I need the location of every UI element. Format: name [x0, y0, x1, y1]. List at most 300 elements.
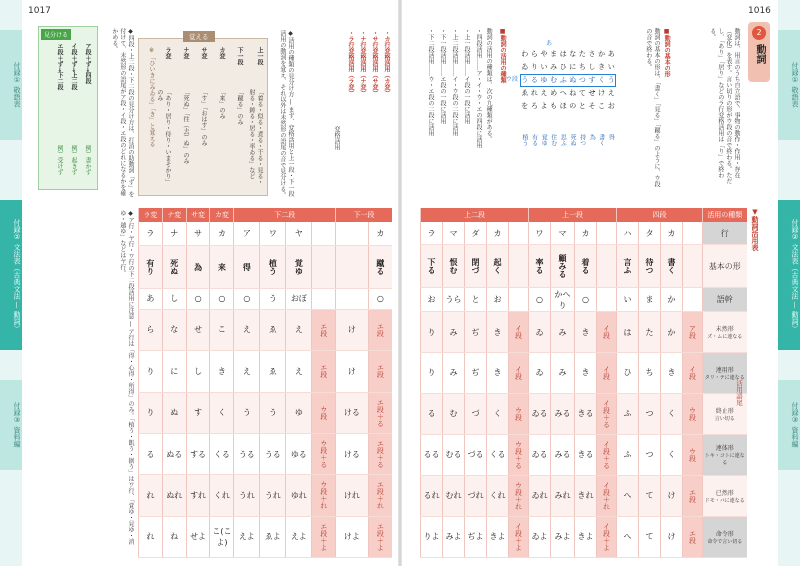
- left-form-cell: うれ: [234, 475, 260, 516]
- right-form-cell: つ: [639, 393, 661, 434]
- right-verb-cell: 恨む: [443, 245, 465, 288]
- right-form-cell: ぢ: [465, 312, 487, 353]
- right-dan-label: イ段: [509, 353, 529, 394]
- right-stem-cell: お: [421, 288, 443, 312]
- kana-cell: け: [598, 89, 606, 97]
- kana-cell: さ: [588, 50, 596, 58]
- kana-cell: ひ: [559, 63, 567, 71]
- left-dan-label: ウ段＋れ: [312, 475, 336, 516]
- left-form-cell: し: [186, 351, 210, 392]
- kana-cell: そ: [588, 102, 596, 110]
- right-form-cell: ふ: [617, 393, 639, 434]
- kana-cell: ら: [530, 50, 538, 58]
- right-tab-appendix-3[interactable]: 付録③ 資料編: [778, 380, 800, 470]
- right-stem-cell: うら: [443, 288, 465, 312]
- kana-cell: せ: [588, 89, 596, 97]
- right-dan-label: ウ段: [509, 393, 529, 434]
- form-note: 命令で言い切る: [707, 538, 743, 545]
- verb-kind-item: ・上一段活用……イ段の一段に活用: [463, 28, 470, 124]
- kana-cell: も: [550, 102, 558, 110]
- right-form-cell: きよ: [487, 516, 509, 557]
- left-header-shimo-ichidan: 下一段: [336, 208, 392, 222]
- kana-cell: れ: [530, 89, 538, 97]
- form-note: トキ・コトに連なる: [704, 453, 745, 467]
- right-form-cell: け: [661, 516, 683, 557]
- right-header-kami-nidan: 上二段: [421, 208, 529, 222]
- left-page-number: 1017: [28, 6, 51, 16]
- right-dan-label: イ段＋る: [597, 393, 617, 434]
- left-verb-cell: 覚ゆ: [286, 245, 312, 288]
- right-form-cell: き: [575, 353, 597, 394]
- kana-cell: む: [550, 76, 558, 84]
- left-form-cell: えよ: [234, 516, 260, 557]
- right-dan-label: イ段＋よ: [509, 516, 529, 557]
- right-gyo-cell: ダ: [465, 222, 487, 245]
- verb-kind-item: ・四段活用……ア・イ・ウ・エの四段に活用: [475, 28, 482, 148]
- right-form-cell: へ: [617, 475, 639, 516]
- distinguish-example-3: 例）受けず: [56, 145, 63, 175]
- book-gutter: [398, 0, 402, 566]
- grid-verb-example: 覚ゆ: [540, 134, 548, 146]
- verb-kinds-text: 動詞の活用の種類は、次の九種類がある。: [485, 28, 493, 142]
- right-gyo-cell: カ: [487, 222, 509, 245]
- left-verb-cell: 来: [210, 245, 234, 288]
- kana-cell: ち: [578, 63, 586, 71]
- left-form-cell: り: [139, 351, 163, 392]
- right-tab-appendix-2[interactable]: 付録② 文法表（古典文法 — 動詞）: [778, 200, 800, 350]
- left-header-saben: サ変: [186, 208, 210, 222]
- grid-verb-example: 書く: [597, 134, 605, 146]
- form-name: 終止形: [715, 407, 734, 415]
- left-form-cell: けよ: [336, 516, 369, 557]
- kana-cell: く: [598, 76, 606, 84]
- kana-cell: み: [550, 63, 558, 71]
- memorize-box-title: 覚える: [183, 31, 215, 42]
- conjugation-table-title: ▼動詞活用表: [751, 208, 759, 251]
- left-form-cell: れ: [139, 475, 163, 516]
- right-form-name: [703, 475, 747, 516]
- left-conjugation-table: [138, 208, 392, 558]
- right-form-cell: ゐ: [529, 312, 551, 353]
- left-side-tab-strip: [0, 0, 22, 566]
- grid-verb-example: 為: [588, 134, 596, 140]
- kana-cell: る: [530, 76, 538, 84]
- right-form-cell: るれ: [421, 475, 443, 516]
- kana-cell: た: [578, 50, 586, 58]
- memorize-desc-2: 「蹴る」のみ: [236, 89, 243, 125]
- right-form-cell: きる: [575, 393, 597, 434]
- form-note: タリ・テに連なる: [704, 374, 745, 381]
- left-form-cell: けれ: [336, 475, 369, 516]
- left-form-cell: ゑ: [260, 309, 286, 350]
- right-dan-label: イ段: [597, 312, 617, 353]
- right-row-header-gyo: 行: [703, 222, 747, 245]
- left-form-cell: ぬ: [162, 392, 186, 433]
- kana-cell: ゆ: [540, 76, 548, 84]
- grid-verb-example: 有る: [530, 134, 538, 146]
- grid-verb-example: 住む: [549, 134, 557, 146]
- left-form-cell: こ: [210, 309, 234, 350]
- memorize-desc-4: 「す」「おはす」のみ: [200, 89, 207, 146]
- right-dan-label: イ段: [597, 353, 617, 394]
- left-form-cell: な: [162, 309, 186, 350]
- right-form-cell: き: [575, 312, 597, 353]
- kana-grid: [506, 38, 616, 198]
- left-dan-label: エ段＋る: [368, 433, 392, 474]
- left-form-cell: る: [139, 433, 163, 474]
- kana-cell: り: [530, 63, 538, 71]
- right-form-name: [703, 516, 747, 557]
- u-row-highlight: [520, 74, 616, 87]
- right-verb-cell: 顧みる: [551, 245, 575, 288]
- right-stem-cell: かへり: [551, 288, 575, 312]
- kana-cell: お: [607, 102, 615, 110]
- left-dan-label: エ段＋る: [368, 392, 392, 433]
- right-form-cell: く: [661, 393, 683, 434]
- form-name: 已然形: [715, 489, 734, 497]
- left-stem-cell: ○: [210, 289, 234, 310]
- right-page-number: 1016: [748, 6, 771, 16]
- right-form-cell: むる: [443, 434, 465, 475]
- kana-cell: ゑ: [521, 89, 529, 97]
- form-note: ドモ・バに連なる: [704, 497, 745, 504]
- kana-cell: よ: [540, 102, 548, 110]
- right-dan-label: ア段: [683, 312, 703, 353]
- left-gyo-cell: カ: [368, 222, 392, 245]
- kana-cell: ほ: [559, 102, 567, 110]
- right-form-cell: て: [639, 516, 661, 557]
- right-form-cell: み: [551, 353, 575, 394]
- right-header-kind: 活用の種類: [703, 208, 747, 222]
- kana-cell: ふ: [559, 76, 567, 84]
- right-stem-cell: ま: [639, 288, 661, 312]
- left-verb-cell: 死ぬ: [162, 245, 186, 288]
- memorize-desc-1: 「着る・似る・煮る・干る・見る・射る・鋳る・居る・率ゐる」など: [247, 89, 263, 185]
- verb-basics-text: 動詞の基本の形は、「書く」「見る」「蹴る」のように、ウ段の音で終わる。: [644, 28, 660, 187]
- verb-kind-item: ・下二段活用……ウ・エ段の二段に活用: [427, 28, 434, 136]
- right-gyo-cell: マ: [551, 222, 575, 245]
- right-form-cell: み: [443, 353, 465, 394]
- left-verb-cell: 植う: [260, 245, 286, 288]
- right-form-cell: きる: [575, 434, 597, 475]
- right-header-kami-ichidan: 上一段: [529, 208, 617, 222]
- right-stem-cell: か: [661, 288, 683, 312]
- kana-cell: な: [569, 50, 577, 58]
- verb-basics-title: ■動詞の基本の形: [663, 28, 671, 77]
- kana-cell: え: [540, 89, 548, 97]
- left-form-cell: ゆる: [286, 433, 312, 474]
- left-verb-cell: 蹴る: [368, 245, 392, 288]
- left-form-cell: け: [336, 351, 369, 392]
- kana-cell: の: [569, 102, 577, 110]
- right-tab-appendix-1[interactable]: 付録① 敬語表: [778, 30, 800, 140]
- right-form-cell: ぢ: [465, 353, 487, 394]
- left-form-cell: ら: [139, 309, 163, 350]
- right-form-cell: みよ: [551, 516, 575, 557]
- right-dan-label: イ段＋る: [597, 434, 617, 475]
- kana-cell: て: [578, 89, 586, 97]
- verb-kind-item: ・下一段活用……エ段の一段に活用: [439, 28, 446, 124]
- right-form-cell: る: [421, 393, 443, 434]
- left-form-cell: え: [234, 309, 260, 350]
- memorize-box: [138, 33, 268, 196]
- right-form-cell: ち: [639, 353, 661, 394]
- right-gyo-cell: マ: [443, 222, 465, 245]
- right-form-cell: るる: [421, 434, 443, 475]
- right-form-cell: ひ: [617, 353, 639, 394]
- memorize-desc-3: 「来」のみ: [218, 89, 225, 119]
- left-form-cell: せ: [186, 309, 210, 350]
- left-form-cell: れ: [139, 516, 163, 557]
- right-form-cell: き: [661, 353, 683, 394]
- left-dan-label: ウ段＋る: [312, 433, 336, 474]
- right-side-tab-strip: [778, 0, 800, 566]
- left-verb-cell: 有り: [139, 245, 163, 288]
- right-form-cell: み: [443, 312, 465, 353]
- right-form-cell: き: [487, 353, 509, 394]
- memorize-kind-3: カ変: [218, 47, 225, 59]
- kana-cell: か: [598, 50, 606, 58]
- ending-header: 活用語尾: [735, 380, 743, 406]
- kana-cell: わ: [521, 50, 529, 58]
- right-stem-cell: い: [617, 288, 639, 312]
- right-form-cell: む: [443, 393, 465, 434]
- verb-intro-text: 動詞は、用言のうち自立語で、事物の動作・作用・存在（変化）を表す。言い切りの形がウ段の音で終わる。ただし、「あり」「居り」などのラ行変格活用は「り」で終わる。: [708, 28, 740, 184]
- left-header-kaben: カ変: [210, 208, 234, 222]
- left-dan-label: エ段: [368, 309, 392, 350]
- distinguish-box: [38, 26, 98, 190]
- right-gyo-cell: ハ: [617, 222, 639, 245]
- right-form-cell: た: [639, 312, 661, 353]
- kana-cell: め: [550, 89, 558, 97]
- kana-cell: い: [607, 63, 615, 71]
- right-gyo-cell: カ: [661, 222, 683, 245]
- right-form-cell: むれ: [443, 475, 465, 516]
- left-form-cell: う: [234, 392, 260, 433]
- verb-kind-item: ・上二段活用……イ・ウ段の二段に活用: [451, 28, 458, 136]
- left-tab-appendix-2[interactable]: 付録② 文法表（古典文法 — 動詞）: [0, 200, 22, 350]
- right-verb-cell: 閉づ: [465, 245, 487, 288]
- left-form-cell: うる: [234, 433, 260, 474]
- left-form-cell: うる: [260, 433, 286, 474]
- distinguish-example-2: 例）起きず: [70, 145, 77, 175]
- right-verb-cell: 下る: [421, 245, 443, 288]
- right-form-cell: つ: [639, 434, 661, 475]
- left-form-cell: ぬれ: [162, 475, 186, 516]
- left-dan-label: エ段＋よ: [368, 516, 392, 557]
- kana-cell: あ: [607, 50, 615, 58]
- right-dan-label: イ段＋れ: [597, 475, 617, 516]
- left-form-cell: えよ: [286, 516, 312, 557]
- kana-cell: き: [598, 63, 606, 71]
- kana-cell: ゐ: [521, 63, 529, 71]
- right-form-cell: ゐる: [529, 393, 551, 434]
- left-tab-appendix-1[interactable]: 付録① 敬語表: [0, 30, 22, 140]
- memorize-kind-5: ナ変: [182, 47, 189, 59]
- right-form-cell: づれ: [465, 475, 487, 516]
- left-header-raben: ラ変: [139, 208, 163, 222]
- grid-verb-example: 死ぬ: [569, 134, 576, 146]
- kana-cell: と: [578, 102, 586, 110]
- right-row-header-stem: 語幹: [703, 288, 747, 312]
- distinguish-line-2: イ段＋ず→上二段: [70, 43, 77, 91]
- right-form-name: [703, 312, 747, 353]
- kana-cell: う: [521, 76, 529, 84]
- right-stem-cell: ○: [575, 288, 597, 312]
- grid-verb-example: 植う: [521, 134, 528, 146]
- kana-cell: し: [588, 63, 596, 71]
- right-form-cell: り: [421, 353, 443, 394]
- form-note: ズ・ムに連なる: [707, 334, 743, 340]
- verb-kinds-title: ■動詞の活用の種類: [499, 28, 507, 83]
- left-dan-label: エ段＋れ: [368, 475, 392, 516]
- left-verb-cell: 為: [186, 245, 210, 288]
- left-gyo-cell: カ: [210, 222, 234, 245]
- kana-cell: ぬ: [569, 76, 577, 84]
- right-stem-cell: ○: [529, 288, 551, 312]
- right-form-cell: く: [661, 434, 683, 475]
- kana-cell: つ: [578, 76, 586, 84]
- left-form-cell: り: [139, 392, 163, 433]
- left-header-shimo-nidan: 下二段: [234, 208, 336, 222]
- left-stem-cell: ○: [186, 289, 210, 310]
- right-verb-cell: 起く: [487, 245, 509, 288]
- right-form-cell: り: [421, 312, 443, 353]
- variant-item-3: ・ナ行変格活用（ナ変）: [359, 30, 366, 96]
- right-verb-cell: 言ふ: [617, 245, 639, 288]
- left-form-cell: く: [210, 392, 234, 433]
- right-stem-cell: と: [465, 288, 487, 312]
- distinguish-box-label: 見分ける: [41, 29, 71, 40]
- kana-cell: ま: [550, 50, 558, 58]
- left-stem-cell: あ: [139, 289, 163, 310]
- kana-cell: こ: [598, 102, 606, 110]
- right-verb-cell: 率る: [529, 245, 551, 288]
- left-gyo-cell: ナ: [162, 222, 186, 245]
- right-gyo-cell: カ: [575, 222, 597, 245]
- left-dan-label: ウ段: [312, 392, 336, 433]
- left-form-cell: こ(こよ): [210, 516, 234, 557]
- right-header-yodan: 四段: [617, 208, 703, 222]
- grid-verb-example: 持つ: [578, 134, 586, 146]
- right-form-cell: くれ: [487, 475, 509, 516]
- left-gyo-cell: ラ: [139, 222, 163, 245]
- left-gyo-cell: ワ: [260, 222, 286, 245]
- right-form-cell: りよ: [421, 516, 443, 557]
- left-stem-cell: おぼ: [286, 289, 312, 310]
- left-stem-cell: し: [162, 289, 186, 310]
- right-form-cell: きよ: [575, 516, 597, 557]
- left-form-cell: くれ: [210, 475, 234, 516]
- right-dan-label: エ段: [683, 475, 703, 516]
- memorize-kind-4: サ変: [200, 47, 207, 59]
- right-dan-label: イ段: [683, 353, 703, 394]
- right-verb-cell: 書く: [661, 245, 683, 288]
- right-stem-cell: お: [487, 288, 509, 312]
- right-form-cell: み: [551, 312, 575, 353]
- right-form-cell: く: [487, 393, 509, 434]
- right-form-name: [703, 434, 747, 475]
- right-form-cell: づる: [465, 434, 487, 475]
- memorize-kind-1: 上一段: [256, 47, 263, 65]
- right-form-cell: ゐよ: [529, 516, 551, 557]
- left-form-cell: え: [286, 351, 312, 392]
- variant-item-2: ・サ行変格活用（サ変）: [371, 30, 378, 96]
- left-text-column-3: ◆ア行・ヤ行・ワ行の下二段活用に注意 — ア行は「得・心得・所得」のみ。「植う・飢う・据う」はワ行、「覚ゆ・見ゆ・消ゆ・越ゆ」などはヤ行。: [118, 210, 134, 545]
- right-form-cell: みる: [551, 434, 575, 475]
- left-form-cell: ゆれ: [286, 475, 312, 516]
- variant-item-4: ・ラ行変格活用（ラ変）: [347, 30, 354, 96]
- kana-cell: に: [569, 63, 577, 71]
- kana-cell: へ: [559, 89, 567, 97]
- left-gyo-cell: ア: [234, 222, 260, 245]
- left-header-naben: ナ変: [162, 208, 186, 222]
- left-dan-label: エ段: [312, 309, 336, 350]
- left-form-cell: う: [260, 392, 286, 433]
- form-name: 連用形: [715, 366, 734, 374]
- kana-cell: を: [521, 102, 529, 110]
- kana-cell: い: [540, 63, 548, 71]
- distinguish-line-3: エ段＋ず→下二段: [56, 43, 63, 91]
- right-form-cell: け: [661, 475, 683, 516]
- left-form-cell: せよ: [186, 516, 210, 557]
- right-dan-label: ウ段＋れ: [509, 475, 529, 516]
- left-form-cell: くる: [210, 433, 234, 474]
- kana-grid-top-label: あ: [546, 40, 553, 47]
- left-gyo-cell: サ: [186, 222, 210, 245]
- kana-cell: え: [607, 89, 615, 97]
- left-verb-cell: 得: [234, 245, 260, 288]
- right-form-cell: くる: [487, 434, 509, 475]
- kana-cell: す: [588, 76, 596, 84]
- right-dan-label: ウ段: [683, 434, 703, 475]
- right-form-cell: みる: [551, 393, 575, 434]
- left-form-cell: き: [210, 351, 234, 392]
- right-form-cell: は: [617, 312, 639, 353]
- form-name: 命令形: [715, 530, 734, 538]
- left-stem-cell: ○: [234, 289, 260, 310]
- grid-verb-examples: [520, 134, 616, 194]
- right-dan-label: ウ段＋る: [509, 434, 529, 475]
- left-form-cell: ける: [336, 433, 369, 474]
- left-form-cell: ぬる: [162, 433, 186, 474]
- left-stem-cell: ○: [368, 289, 392, 310]
- memorize-desc-6: 「あり・居り・侍り・いまそかり」のみ: [155, 89, 171, 185]
- distinguish-line-1: ア段＋ず→四段: [84, 43, 91, 85]
- right-form-cell: きれ: [575, 475, 597, 516]
- variant-tail: 変格活用: [333, 126, 340, 150]
- memorize-kind-2: 下一段: [236, 47, 243, 65]
- right-row-header-base: 基本の形: [703, 245, 747, 288]
- kana-cell: は: [559, 50, 567, 58]
- right-dan-label: エ段: [683, 516, 703, 557]
- left-form-cell: ける: [336, 392, 369, 433]
- left-form-cell: に: [162, 351, 186, 392]
- section-badge: 2: [752, 26, 766, 40]
- kana-grid-cells: [520, 48, 616, 128]
- left-form-cell: する: [186, 433, 210, 474]
- form-name: 連体形: [715, 445, 734, 453]
- left-tab-appendix-3[interactable]: 付録③ 資料編: [0, 380, 22, 470]
- left-form-cell: け: [336, 309, 369, 350]
- section-title-text: 動詞: [754, 44, 765, 64]
- memorize-desc-5: 「死ぬ」「往（去）ぬ」のみ: [182, 89, 189, 164]
- right-dan-label: イ段＋よ: [597, 516, 617, 557]
- left-stem-cell: う: [260, 289, 286, 310]
- left-form-cell: ゑ: [260, 351, 286, 392]
- memorize-kind-6: ラ変: [164, 47, 171, 59]
- section-heading: [748, 22, 770, 82]
